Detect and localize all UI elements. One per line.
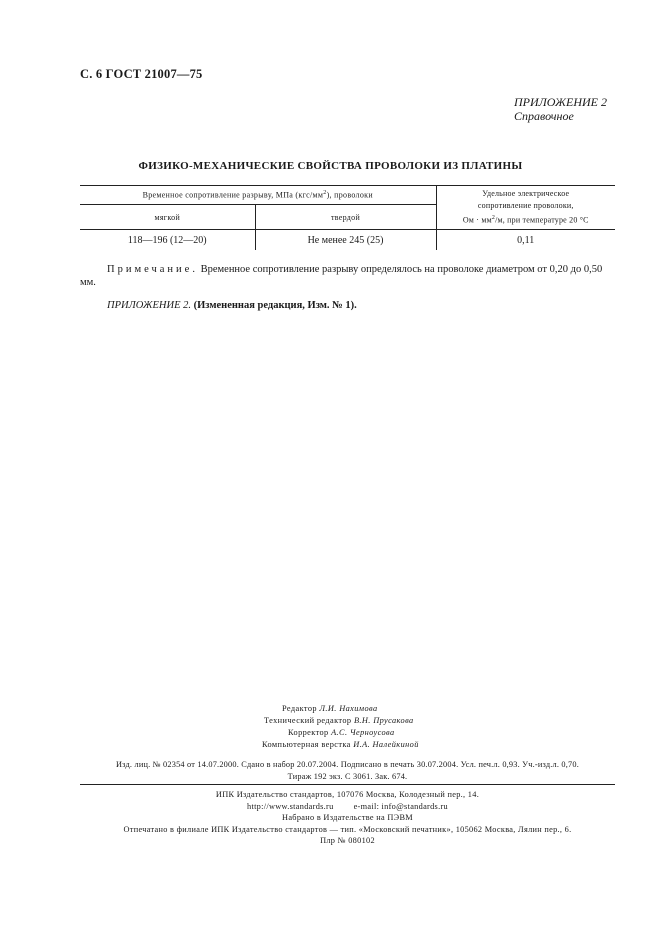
header-soft: мягкой xyxy=(80,205,255,230)
staff-line: Технический редактор В.Н. Прусакова xyxy=(264,716,414,725)
imprint-email: e-mail: info@standards.ru xyxy=(353,801,448,811)
note-label: Примечание. xyxy=(107,264,198,275)
table-row xyxy=(80,230,615,251)
publication-info xyxy=(80,759,615,783)
imprint-printed: Отпечатано в филиале ИПК Издательство стандартов — тип. «Московский печатник», 105062 Москва, Лялин пер., 6. xyxy=(123,824,572,834)
note-text: Временное сопротивление разрыву определялось на проволоке диаметром от 0,20 до 0,50 мм. xyxy=(80,264,603,288)
cell-soft-value: 118—196 (12—20) xyxy=(80,230,255,251)
table-note xyxy=(80,263,616,289)
pubinfo-line-1: Изд. лиц. № 02354 от 14.07.2000. Сдано в набор 20.07.2004. Подписано в печать 30.07.2004. Усл. печ.л. 0,93. Уч.-изд.л. 0,70. xyxy=(115,760,580,769)
header-hard: твердой xyxy=(255,205,436,230)
imprint-publisher: ИПК Издательство стандартов, 107076 Москва, Колодезный пер., 14. xyxy=(215,790,480,799)
imprint-contacts xyxy=(80,801,615,813)
imprint-typeset: Набрано в Издательстве на ПЭВМ xyxy=(282,813,413,822)
staff-line: Редактор Л.И. Нахимова xyxy=(282,704,378,713)
amendment-text: (Измененная редакция, Изм. № 1). xyxy=(193,300,357,311)
pubinfo-line-2: Тираж 192 экз. С 3061. Зак. 674. xyxy=(287,772,408,781)
cell-resistivity-value: 0,11 xyxy=(517,234,535,246)
appendix-type: Справочное xyxy=(514,109,574,123)
properties-table xyxy=(80,185,615,250)
appendix-label xyxy=(514,95,607,123)
staff-line: Корректор А.С. Черноусова xyxy=(288,728,395,737)
imprint xyxy=(80,789,615,847)
divider xyxy=(80,784,615,785)
cell-hard-value: Не менее 245 (25) xyxy=(255,230,436,251)
header-resistivity: Удельное электрическое сопротивление проволоки, Ом · $мм^2/м$, при температуре 20 °С xyxy=(436,186,615,230)
page-header: С. 6 ГОСТ 21007—75 xyxy=(80,67,203,81)
document-title: ФИЗИКО-МЕХАНИЧЕСКИЕ СВОЙСТВА ПРОВОЛОКИ ИЗ ПЛАТИНЫ xyxy=(138,160,523,172)
appendix-number: ПРИЛОЖЕНИЕ 2 xyxy=(514,95,607,109)
header-tensile-strength: Временное сопротивление разрыву, МПа $(кгс/мм^2)$, проволоки xyxy=(80,186,436,205)
imprint-url: http://www.standards.ru xyxy=(247,801,334,811)
staff-line: Компьютерная верстка И.А. Налейкиной xyxy=(262,740,419,749)
imprint-license: Плр № 080102 xyxy=(320,836,375,845)
amendment-ref: ПРИЛОЖЕНИЕ 2. xyxy=(107,300,191,311)
amendment-note xyxy=(107,300,357,311)
staff-credits xyxy=(262,703,419,751)
